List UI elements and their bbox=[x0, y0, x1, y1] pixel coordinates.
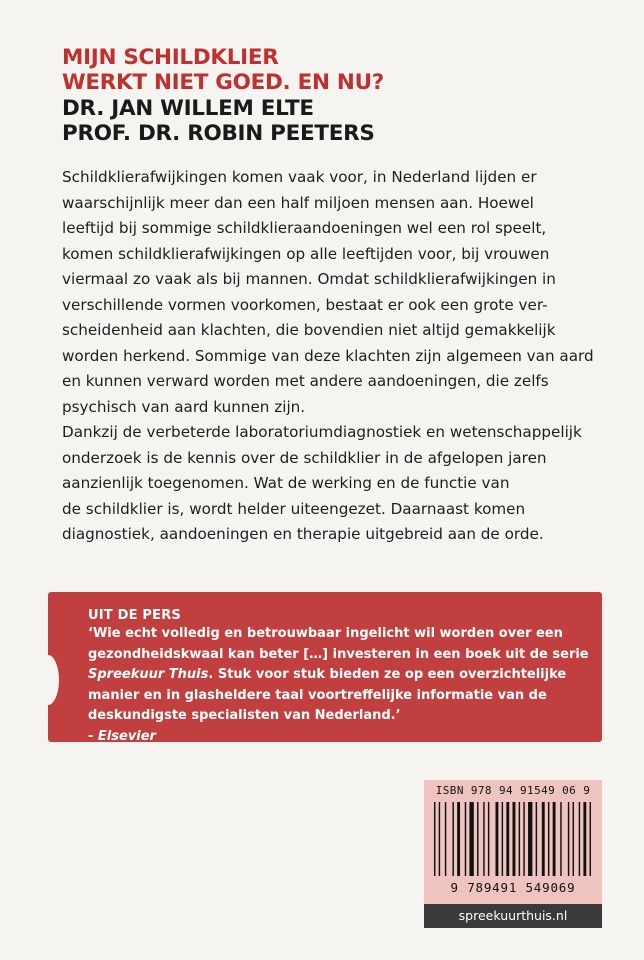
blurb-line: de schildklier is, wordt helder uiteengezet. Daarnaast komen bbox=[62, 499, 526, 518]
press-box-notch bbox=[37, 655, 59, 705]
blurb-line: scheidenheid aan klachten, die bovendien niet altijd gemakkelijk bbox=[62, 321, 556, 339]
blurb-line: Schildklierafwijkingen komen vaak voor, in Nederland lijden er bbox=[62, 168, 537, 186]
blurb-line: verschillende vormen voorkomen, bestaat er ook een grote ver- bbox=[62, 295, 548, 314]
blurb-line: waarschijnlijk meer dan een half miljoen mensen aan. Hoewel bbox=[62, 193, 534, 212]
quote-line bbox=[88, 665, 598, 686]
press-heading: UIT DE PERS bbox=[88, 608, 181, 623]
book-title bbox=[62, 45, 602, 95]
blurb-line: leeftijd bij sommige schildklieraandoeningen wel een rol speelt, bbox=[62, 219, 547, 237]
quote-line-rest: . Stuk voor stuk bieden ze op een overzichtelijke bbox=[208, 667, 567, 682]
book-title-line-1: MIJN SCHILDKLIER bbox=[62, 45, 279, 70]
quote-source-dash: - bbox=[88, 728, 98, 744]
blurb-line: komen schildklierafwijkingen op alle leeftijden voor, bij vrouwen bbox=[62, 244, 550, 263]
series-name: Spreekuur Thuis bbox=[88, 667, 209, 682]
blurb-line: viermaal zo vaak als bij mannen. Omdat schildklierafwijkingen in bbox=[62, 270, 556, 288]
blurb-line: onderzoek is de kennis over de schildklier in de afgelopen jaren bbox=[62, 448, 547, 467]
blurb-line: Dankzij de verbeterde laboratoriumdiagnostiek en wetenschappelijk bbox=[62, 423, 582, 441]
quote-line: gezondheidskwaal kan beter […] investeren in een boek uit de serie bbox=[88, 646, 589, 662]
author-2: PROF. DR. ROBIN PEETERS bbox=[62, 121, 375, 146]
author-1: DR. JAN WILLEM ELTE bbox=[62, 96, 314, 121]
blurb-line: psychisch van aard kunnen zijn. bbox=[62, 397, 306, 416]
website-url: spreekuurthuis.nl bbox=[424, 904, 602, 928]
quote-line: manier en in glasheldere taal voortreffelijke informatie van de bbox=[88, 687, 547, 703]
isbn-label: ISBN 978 94 91549 06 9 bbox=[435, 784, 591, 797]
press-quote-box bbox=[48, 592, 602, 742]
quote-line: deskundigste specialisten van Nederland.’ bbox=[88, 708, 401, 723]
barcode-digits: 9 789491 549069 bbox=[450, 880, 576, 895]
barcode-block bbox=[424, 780, 602, 928]
book-title-line-2: WERKT NIET GOED. EN NU? bbox=[62, 70, 384, 95]
quote-source bbox=[88, 727, 598, 748]
blurb-line: en kunnen verward worden met andere aandoeningen, die zelfs bbox=[62, 372, 549, 390]
blurb-text bbox=[62, 165, 602, 548]
quote-source-name: Elsevier bbox=[97, 728, 156, 744]
press-quote bbox=[88, 624, 598, 747]
blurb-line: worden herkend. Sommige van deze klachten zijn algemeen van aard bbox=[62, 346, 594, 365]
authors bbox=[62, 96, 602, 146]
blurb-line: diagnostiek, aandoeningen en therapie uitgebreid aan de orde. bbox=[62, 525, 544, 543]
blurb-line: aanzienlijk toegenomen. Wat de werking en de functie van bbox=[62, 474, 510, 492]
barcode-icon bbox=[430, 802, 596, 880]
quote-line: ‘Wie echt volledig en betrouwbaar ingelicht wil worden over een bbox=[88, 626, 563, 641]
